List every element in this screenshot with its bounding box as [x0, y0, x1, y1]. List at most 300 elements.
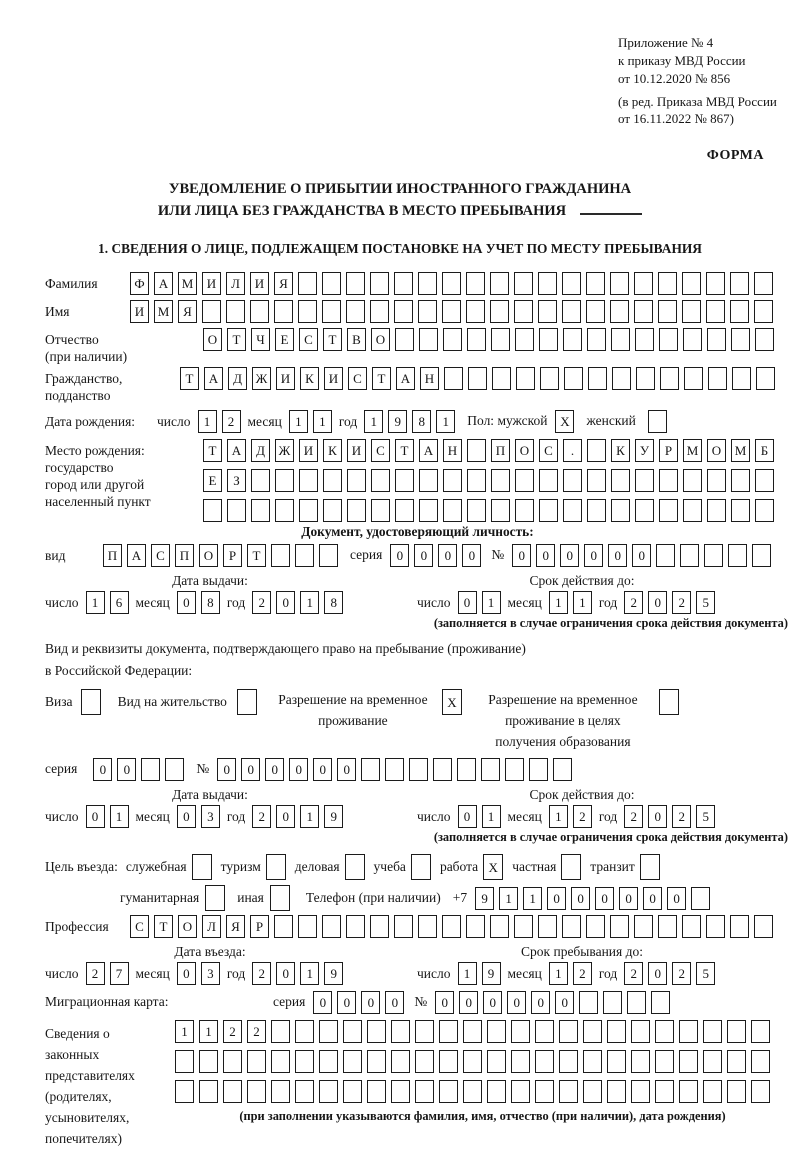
form-cell: 1 — [110, 805, 129, 828]
form-cell — [553, 758, 572, 781]
form-cell: И — [250, 272, 269, 295]
form-cell: У — [635, 439, 654, 462]
study-label: учеба — [373, 859, 406, 874]
form-cell — [223, 1050, 242, 1073]
form-cell: 0 — [512, 544, 531, 567]
form-cell — [319, 1020, 338, 1043]
day-cells — [458, 805, 501, 828]
form-cell — [199, 1050, 218, 1073]
form-cell — [559, 1050, 578, 1073]
form-cell: 0 — [86, 805, 105, 828]
form-cell: 1 — [86, 591, 105, 614]
form-cell — [394, 272, 413, 295]
form-cell: Ч — [251, 328, 270, 351]
form-cell: 2 — [573, 962, 592, 985]
form-cell: 2 — [247, 1020, 266, 1043]
form-cell — [466, 272, 485, 295]
form-cell: Т — [372, 367, 391, 390]
firstname-row — [45, 300, 790, 323]
form-cell — [579, 991, 598, 1014]
year-label: год — [338, 413, 358, 429]
citizenship-label-line1: Гражданство, — [45, 371, 123, 386]
form-cell — [391, 1050, 410, 1073]
form-cell — [298, 915, 317, 938]
form-cell: О — [203, 328, 222, 351]
form-cell — [226, 300, 245, 323]
tourism-checkbox — [266, 854, 286, 880]
residence-permit-label: Вид на жительство — [117, 694, 227, 709]
form-cell — [415, 1080, 434, 1103]
form-cell — [607, 1020, 626, 1043]
patronymic-row — [45, 328, 790, 365]
work-checkbox — [483, 854, 503, 880]
form-cell — [439, 1080, 458, 1103]
form-cell: 0 — [531, 991, 550, 1014]
form-cell — [610, 300, 629, 323]
form-cell — [659, 328, 678, 351]
form-cell — [515, 499, 534, 522]
form-cell: М — [731, 439, 750, 462]
form-cell — [295, 1050, 314, 1073]
form-cell: Б — [755, 439, 774, 462]
birthplace-label — [45, 439, 203, 510]
year-cells — [252, 591, 343, 614]
identity-doc-row — [45, 544, 790, 567]
form-cell: 1 — [300, 591, 319, 614]
stay-until-heading: Срок пребывания до: — [521, 944, 643, 959]
form-cell — [466, 915, 485, 938]
business-checkbox — [345, 854, 365, 880]
form-cell — [491, 499, 510, 522]
profession-cells — [130, 915, 773, 938]
month-cells — [549, 591, 592, 614]
form-cell — [603, 991, 622, 1014]
form-cell — [754, 300, 773, 323]
purpose-humanitarian — [120, 885, 225, 911]
form-cell: 1 — [289, 410, 308, 433]
form-cell: Н — [443, 439, 462, 462]
title-line2: ИЛИ ЛИЦА БЕЗ ГРАЖДАНСТВА В МЕСТО ПРЕБЫВАНИЯ — [157, 203, 567, 219]
form-cell — [583, 1050, 602, 1073]
form-cell: 0 — [584, 544, 603, 567]
form-cell — [611, 499, 630, 522]
form-cell — [562, 272, 581, 295]
form-cell — [439, 1020, 458, 1043]
form-cell — [442, 272, 461, 295]
form-cell: 0 — [276, 962, 295, 985]
form-cell: 1 — [436, 410, 455, 433]
birthplace-label-line2: государство — [45, 460, 114, 475]
form-cell: П — [103, 544, 122, 567]
representatives-label-line: Сведения о — [45, 1026, 110, 1041]
form-cell — [707, 328, 726, 351]
valid-date-group — [417, 591, 715, 614]
form-cell — [727, 1080, 746, 1103]
form-cell — [492, 367, 511, 390]
form-cell — [631, 1080, 650, 1103]
form-cell — [631, 1050, 650, 1073]
month-cells — [289, 410, 332, 433]
official-checkbox — [192, 854, 212, 880]
form-cell: А — [396, 367, 415, 390]
form-cell — [682, 300, 701, 323]
resident-doc-intro — [45, 638, 790, 682]
form-cell: М — [178, 272, 197, 295]
profession-label: Профессия — [45, 919, 109, 934]
year-cells — [252, 962, 343, 985]
form-cell — [467, 439, 486, 462]
form-cell: Т — [395, 439, 414, 462]
representatives-label — [45, 1020, 175, 1149]
resident-issue-group — [45, 805, 343, 828]
form-cell — [752, 544, 771, 567]
form-cell: 3 — [201, 962, 220, 985]
form-cell — [343, 1020, 362, 1043]
option-temp-residence — [274, 689, 462, 731]
form-cell — [563, 499, 582, 522]
form-cell: 0 — [459, 991, 478, 1014]
day-label: число — [45, 965, 79, 981]
form-cell — [682, 272, 701, 295]
form-cell — [587, 328, 606, 351]
representatives-label-line: (родителях, — [45, 1089, 112, 1104]
representatives-cells-area — [175, 1020, 790, 1149]
form-cell — [411, 854, 431, 880]
form-cell — [343, 1050, 362, 1073]
business-label: деловая — [294, 859, 340, 874]
purpose-private — [512, 854, 581, 880]
humanitarian-phone-row — [45, 885, 790, 911]
study-checkbox — [411, 854, 431, 880]
birthdate-group — [157, 410, 455, 433]
birthplace-cells-stack — [203, 439, 774, 522]
form-cell — [275, 469, 294, 492]
form-cell: 0 — [390, 544, 409, 567]
month-cells — [177, 591, 220, 614]
form-cell — [322, 300, 341, 323]
form-title — [0, 178, 800, 222]
representatives-cells-row3 — [175, 1080, 790, 1103]
form-cell — [505, 758, 524, 781]
form-body — [0, 272, 800, 1149]
form-cell: 1 — [199, 1020, 218, 1043]
form-cell: Я — [178, 300, 197, 323]
resident-series-cells — [93, 758, 184, 781]
form-cell — [251, 499, 270, 522]
form-cell: О — [199, 544, 218, 567]
form-cell: 0 — [385, 991, 404, 1014]
forma-label: ФОРМА — [706, 148, 764, 163]
form-cell — [731, 328, 750, 351]
resident-doc-intro-line2: в Российской Федерации: — [45, 663, 193, 678]
resident-doc-note: (заполняется в случае ограничения срока действия документа) — [433, 830, 788, 844]
form-cell — [203, 499, 222, 522]
form-cell — [563, 328, 582, 351]
transit-checkbox — [640, 854, 660, 880]
representatives-cells-stack — [175, 1020, 790, 1103]
form-cell — [754, 272, 773, 295]
form-cell — [680, 544, 699, 567]
form-cell: Д — [251, 439, 270, 462]
month-label: месяц — [135, 594, 170, 610]
year-cells — [624, 962, 715, 985]
form-cell — [367, 1020, 386, 1043]
form-cell — [237, 689, 257, 715]
day-label: число — [45, 594, 79, 610]
form-cell — [271, 1050, 290, 1073]
resident-valid-heading: Срок действия до: — [529, 787, 635, 802]
form-cell: 0 — [560, 544, 579, 567]
form-cell: 0 — [571, 887, 590, 910]
month-cells — [177, 962, 220, 985]
form-cell: 0 — [595, 887, 614, 910]
representatives-block — [45, 1020, 790, 1149]
form-cell: 9 — [482, 962, 501, 985]
form-cell — [660, 367, 679, 390]
day-label: число — [417, 808, 451, 824]
ref-line: к приказу МВД России — [618, 53, 746, 68]
form-cell — [418, 272, 437, 295]
form-cell — [706, 272, 725, 295]
birthplace-cells-row3 — [203, 499, 774, 522]
birthplace-cells-row1 — [203, 439, 774, 462]
form-cell — [457, 758, 476, 781]
ref-line: от 16.11.2022 № 867) — [618, 111, 735, 126]
form-cell — [587, 499, 606, 522]
resident-series-label: серия — [45, 761, 78, 776]
tourism-label: туризм — [220, 859, 261, 874]
form-cell: 0 — [619, 887, 638, 910]
form-cell: 1 — [549, 805, 568, 828]
form-cell: 1 — [313, 410, 332, 433]
title-line2-wrap — [0, 200, 800, 222]
form-cell: 0 — [93, 758, 112, 781]
form-cell: 0 — [414, 544, 433, 567]
doc-series-label: серия — [350, 547, 383, 562]
form-cell — [409, 758, 428, 781]
form-cell: Т — [154, 915, 173, 938]
form-cell — [511, 1080, 530, 1103]
patronymic-cells — [203, 328, 774, 351]
form-cell — [370, 915, 389, 938]
form-cell — [562, 300, 581, 323]
form-cell — [732, 367, 751, 390]
form-cell: О — [178, 915, 197, 938]
form-cell: 2 — [252, 962, 271, 985]
humanitarian-checkbox — [205, 885, 225, 911]
patronymic-label-line2: (при наличии) — [45, 349, 128, 364]
form-cell: 2 — [573, 805, 592, 828]
form-cell — [679, 1050, 698, 1073]
form-cell — [731, 469, 750, 492]
form-cell — [295, 1080, 314, 1103]
form-cell — [322, 915, 341, 938]
form-cell — [298, 300, 317, 323]
form-cell — [635, 469, 654, 492]
form-cell — [298, 272, 317, 295]
form-cell — [634, 300, 653, 323]
day-label: число — [417, 594, 451, 610]
form-cell — [442, 300, 461, 323]
form-cell — [371, 469, 390, 492]
form-cell — [319, 1050, 338, 1073]
form-cell: 0 — [507, 991, 526, 1014]
form-cell — [223, 1080, 242, 1103]
form-cell: А — [227, 439, 246, 462]
doc-kind-cells — [103, 544, 338, 567]
form-cell: И — [130, 300, 149, 323]
form-cell: X — [555, 410, 574, 433]
form-cell: 0 — [265, 758, 284, 781]
birthplace-label-line4: населенный пункт — [45, 494, 151, 509]
legal-reference-block — [618, 34, 800, 128]
valid-date-heading: Срок действия до: — [529, 573, 635, 588]
form-cell — [538, 272, 557, 295]
blank-underline — [580, 201, 642, 215]
form-cell: 0 — [536, 544, 555, 567]
form-cell — [175, 1080, 194, 1103]
form-cell: К — [300, 367, 319, 390]
form-cell: 2 — [624, 591, 643, 614]
form-cell — [588, 367, 607, 390]
form-cell — [467, 499, 486, 522]
form-cell: Е — [275, 328, 294, 351]
form-cell: Е — [203, 469, 222, 492]
year-cells — [624, 591, 715, 614]
form-cell: 6 — [110, 591, 129, 614]
form-cell — [708, 367, 727, 390]
purpose-official — [126, 854, 212, 880]
form-cell — [299, 469, 318, 492]
form-cell: 1 — [549, 591, 568, 614]
form-cell: . — [563, 439, 582, 462]
sex-female-checkbox — [648, 410, 667, 433]
day-cells — [86, 962, 129, 985]
form-cell — [706, 915, 725, 938]
birthplace-cells-row2 — [203, 469, 774, 492]
form-cell — [727, 1020, 746, 1043]
year-cells — [364, 410, 455, 433]
form-cell: 8 — [201, 591, 220, 614]
form-cell — [295, 544, 314, 567]
day-cells — [198, 410, 241, 433]
form-cell — [755, 499, 774, 522]
form-cell — [535, 1050, 554, 1073]
form-cell: X — [442, 689, 462, 715]
form-cell: И — [276, 367, 295, 390]
form-cell — [346, 915, 365, 938]
form-cell: 0 — [313, 758, 332, 781]
form-cell — [319, 1080, 338, 1103]
form-cell — [730, 272, 749, 295]
form-cell — [419, 499, 438, 522]
resident-doc-dates — [45, 787, 790, 828]
form-cell — [707, 469, 726, 492]
form-cell: 0 — [217, 758, 236, 781]
form-cell: 9 — [324, 805, 343, 828]
form-cell — [755, 469, 774, 492]
form-cell — [586, 915, 605, 938]
form-cell: 0 — [462, 544, 481, 567]
form-cell — [367, 1050, 386, 1073]
form-cell: 0 — [483, 991, 502, 1014]
form-cell — [271, 1080, 290, 1103]
form-cell: 8 — [324, 591, 343, 614]
temp-residence-checkbox — [442, 689, 462, 715]
firstname-label: Имя — [45, 304, 70, 319]
form-cell — [559, 1080, 578, 1103]
form-cell — [487, 1080, 506, 1103]
year-label: год — [226, 594, 246, 610]
form-cell — [634, 272, 653, 295]
form-cell: 0 — [289, 758, 308, 781]
form-cell: 1 — [482, 591, 501, 614]
phone-label: Телефон (при наличии) — [305, 890, 441, 905]
day-cells — [86, 591, 129, 614]
form-cell: 9 — [388, 410, 407, 433]
form-cell — [323, 469, 342, 492]
form-cell — [607, 1050, 626, 1073]
form-cell — [442, 915, 461, 938]
representatives-label-line: усыновителях, — [45, 1110, 130, 1125]
form-cell — [141, 758, 160, 781]
form-cell: 0 — [555, 991, 574, 1014]
form-cell — [463, 1020, 482, 1043]
form-cell — [199, 1080, 218, 1103]
form-cell — [731, 499, 750, 522]
identity-doc-note: (заполняется в случае ограничения срока действия документа) — [433, 616, 788, 630]
form-cell — [751, 1080, 770, 1103]
surname-row — [45, 272, 790, 295]
form-cell — [443, 499, 462, 522]
form-cell — [247, 1050, 266, 1073]
form-cell: 0 — [337, 758, 356, 781]
other-label: иная — [237, 890, 264, 905]
form-cell — [727, 1050, 746, 1073]
year-label: год — [598, 594, 618, 610]
form-cell: 0 — [276, 805, 295, 828]
form-cell: Л — [226, 272, 245, 295]
form-cell: 2 — [624, 962, 643, 985]
form-cell — [511, 1020, 530, 1043]
option-residence-permit — [118, 689, 257, 715]
form-cell — [415, 1020, 434, 1043]
form-cell — [611, 328, 630, 351]
form-cell — [751, 1050, 770, 1073]
form-cell — [659, 469, 678, 492]
ref-line: Приложение № 4 — [618, 35, 714, 50]
form-cell — [583, 1080, 602, 1103]
identity-doc-dates — [45, 573, 790, 614]
form-cell: 1 — [300, 805, 319, 828]
form-cell — [481, 758, 500, 781]
form-cell — [587, 439, 606, 462]
form-cell — [682, 915, 701, 938]
form-cell: Н — [420, 367, 439, 390]
form-cell: Т — [203, 439, 222, 462]
form-cell — [415, 1050, 434, 1073]
birthplace-label-line3: город или другой — [45, 477, 145, 492]
month-label: месяц — [507, 594, 542, 610]
year-cells — [252, 805, 343, 828]
form-cell: 0 — [177, 962, 196, 985]
form-cell — [634, 915, 653, 938]
form-cell — [627, 991, 646, 1014]
form-cell: Т — [323, 328, 342, 351]
purpose-label: Цель въезда: — [45, 859, 118, 874]
form-cell — [175, 1050, 194, 1073]
temp-residence-label: Разрешение на временное проживание — [278, 692, 428, 728]
